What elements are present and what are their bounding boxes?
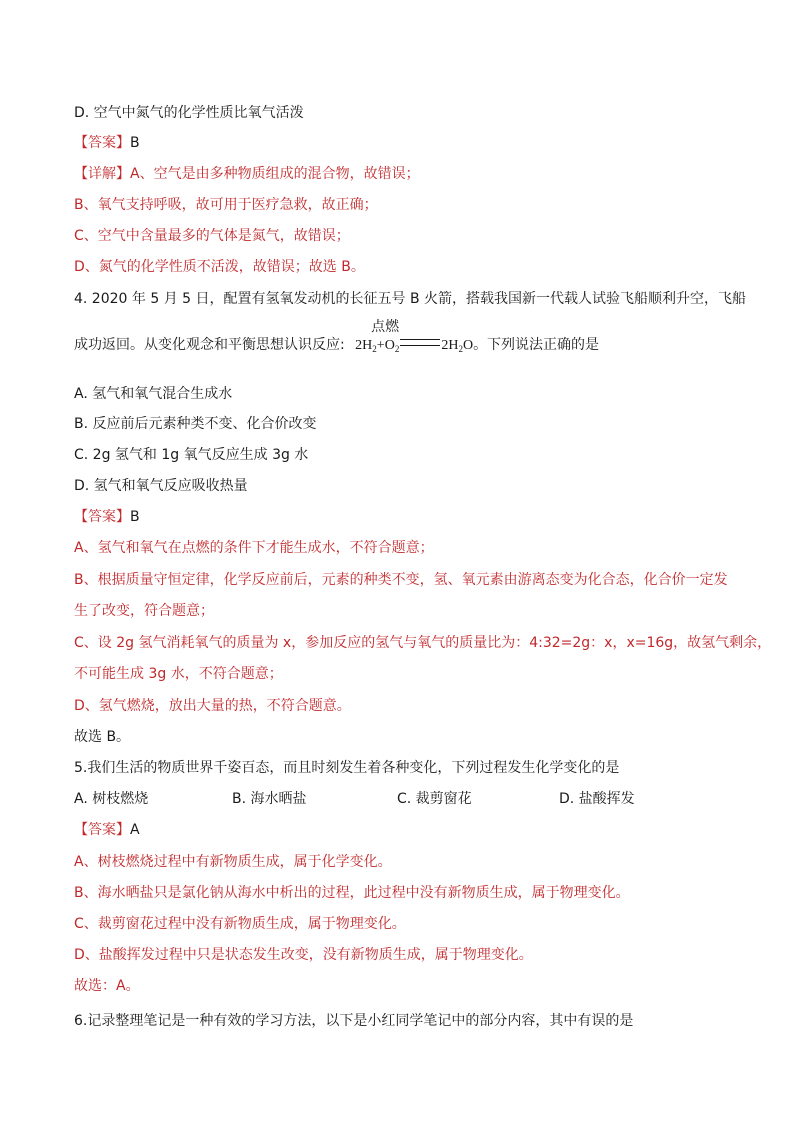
- chemical-equation: $2H_2+O_2$ 点燃 $2H_2O$: [355, 319, 474, 354]
- q5-conclusion: 故选：A。: [74, 978, 140, 994]
- q5-exp-a: A、树枝燃烧过程中有新物质生成，属于化学变化。: [74, 854, 392, 870]
- q5-answer: [74, 821, 140, 839]
- q4-option-c: C. 2g 氢气和 1g 氧气反应生成 3g 水: [74, 447, 309, 463]
- q5-exp-c: C、裁剪窗花过程中没有新物质生成，属于物理变化。: [74, 916, 406, 932]
- answer-label: 【答案】: [74, 822, 130, 838]
- q4-answer: [74, 508, 140, 526]
- q3-detail-3: C、空气中含量最多的气体是氮气，故错误；: [74, 228, 350, 244]
- answer-label: 【答案】: [74, 135, 130, 151]
- q4-conclusion: 故选 B。: [74, 729, 131, 745]
- q5-option-b: B. 海水晒盐: [232, 791, 307, 807]
- answer-label: 【答案】: [74, 509, 130, 525]
- q5-exp-d: D、盐酸挥发过程中只是状态发生改变，没有新物质生成，属于物理变化。: [74, 947, 533, 963]
- detail-label: 【详解】: [74, 166, 130, 182]
- q3-answer: [74, 134, 140, 152]
- q5-stem: 5.我们生活的物质世界千姿百态，而且时刻发生着各种变化，下列过程发生化学变化的是: [74, 760, 620, 776]
- q4-option-b: B. 反应前后元素种类不变、化合价改变: [74, 416, 317, 432]
- q4-exp-c2: 不可能生成 3g 水，不符合题意；: [74, 666, 283, 682]
- q5-option-c: C. 裁剪窗花: [397, 791, 472, 807]
- q3-detail-1: [74, 165, 420, 183]
- detail-text: A、空气是由多种物质组成的混合物，故错误；: [130, 166, 420, 182]
- answer-value: B: [130, 509, 140, 525]
- q4-stem-end: 。下列说法正确的是: [473, 337, 600, 353]
- q4-stem-1: 4. 2020 年 5 月 5 日，配置有氢氧发动机的长征五号 B 火箭，搭载我国新一代载人试验飞船顺利升空，飞船: [74, 291, 747, 307]
- q4-exp-b2: 生了改变，符合题意；: [74, 603, 214, 619]
- answer-value: B: [130, 135, 140, 151]
- q4-exp-d: D、氢气燃烧，放出大量的热，不符合题意。: [74, 698, 351, 714]
- answer-value: A: [130, 822, 140, 838]
- q4-exp-c1: C、设 2g 氢气消耗氧气的质量为 x，参加反应的氢气与氧气的质量比为：4:32=2g：x，x=16g，故氢气剩余，: [74, 635, 772, 651]
- q5-options: [74, 790, 724, 808]
- q4-option-a: A. 氢气和氧气混合生成水: [74, 386, 233, 402]
- q4-exp-b1: B、根据质量守恒定律，化学反应前后，元素的种类不变，氢、氧元素由游离态变为化合态，化合价一定发: [74, 572, 728, 588]
- equation-condition: 点燃: [371, 319, 400, 335]
- q4-stem-2: [74, 319, 600, 358]
- q4-stem-text: 成功返回。从变化观念和平衡思想认识反应:: [74, 337, 345, 353]
- equation-arrow: [400, 339, 440, 346]
- q6-stem: 6.记录整理笔记是一种有效的学习方法，以下是小红同学笔记中的部分内容，其中有误的是: [74, 1013, 634, 1029]
- q4-exp-a: A、氢气和氧气在点燃的条件下才能生成水，不符合题意；: [74, 540, 434, 556]
- q5-exp-b: B、海水晒盐只是氯化钠从海水中析出的过程，此过程中没有新物质生成，属于物理变化。: [74, 885, 630, 901]
- q3-detail-4: D、氮气的化学性质不活泼，故错误；故选 B。: [74, 259, 365, 275]
- q5-option-a: A. 树枝燃烧: [74, 791, 149, 807]
- q5-option-d: D. 盐酸挥发: [559, 791, 635, 807]
- q3-option-d: D. 空气中氮气的化学性质比氧气活泼: [74, 105, 304, 121]
- q4-option-d: D. 氢气和氧气反应吸收热量: [74, 478, 248, 494]
- q3-detail-2: B、氧气支持呼吸，故可用于医疗急救，故正确；: [74, 197, 378, 213]
